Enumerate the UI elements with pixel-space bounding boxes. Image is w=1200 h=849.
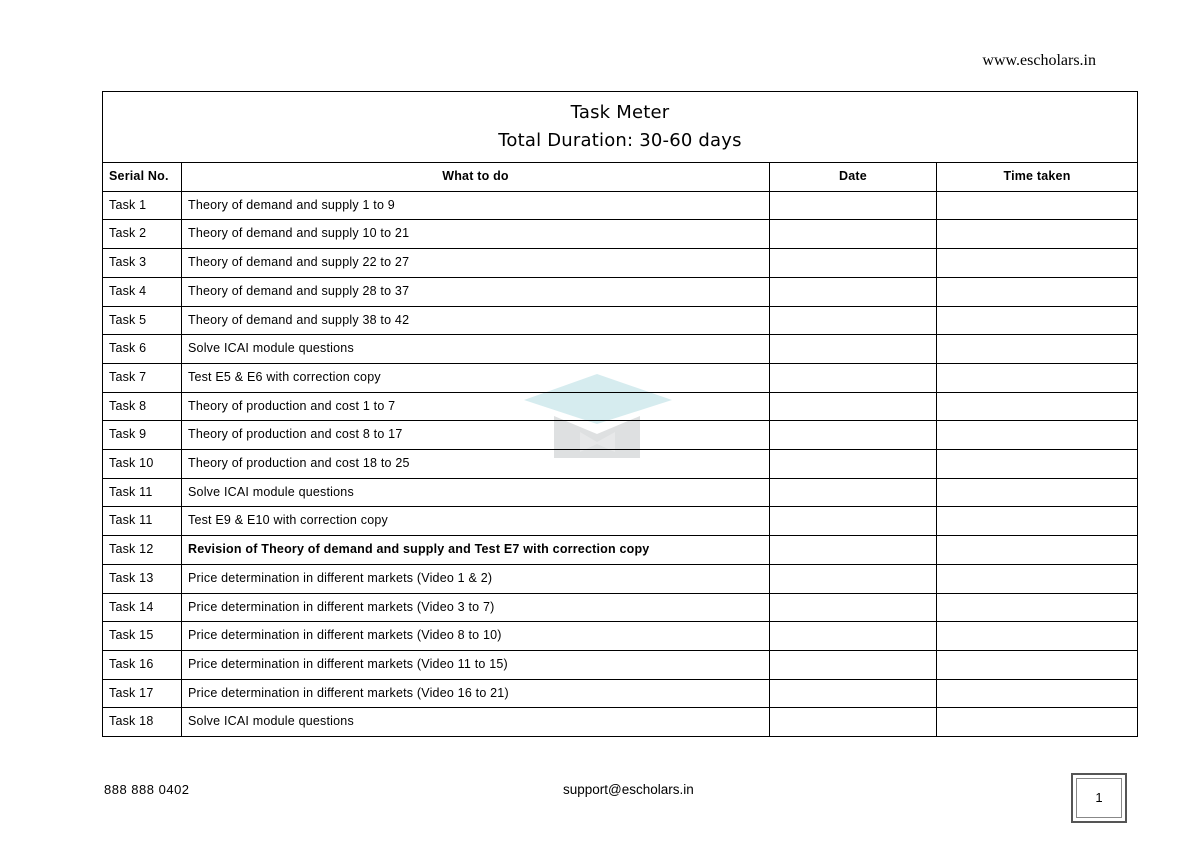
table-row (103, 650, 1138, 679)
task-date-cell[interactable] (770, 392, 937, 421)
task-description-cell: Price determination in different markets (Video 1 & 2) (182, 564, 770, 593)
table-row (103, 622, 1138, 651)
task-description-cell: Price determination in different markets (Video 3 to 7) (182, 593, 770, 622)
task-time-taken-cell[interactable] (937, 249, 1138, 278)
task-date-cell[interactable] (770, 421, 937, 450)
task-date-cell[interactable] (770, 249, 937, 278)
task-serial-cell: Task 14 (103, 593, 182, 622)
task-time-taken-cell[interactable] (937, 191, 1138, 220)
table-row (103, 363, 1138, 392)
column-header-date: Date (770, 163, 937, 192)
task-serial-cell: Task 11 (103, 478, 182, 507)
task-rows (103, 191, 1138, 736)
task-time-taken-cell[interactable] (937, 306, 1138, 335)
table-row (103, 335, 1138, 364)
task-description-cell: Solve ICAI module questions (182, 335, 770, 364)
task-date-cell[interactable] (770, 363, 937, 392)
table-row (103, 306, 1138, 335)
task-date-cell[interactable] (770, 277, 937, 306)
task-description-cell: Theory of demand and supply 28 to 37 (182, 277, 770, 306)
table-row (103, 507, 1138, 536)
table-row (103, 277, 1138, 306)
task-description-cell: Theory of production and cost 8 to 17 (182, 421, 770, 450)
task-description-cell: Price determination in different markets (Video 8 to 10) (182, 622, 770, 651)
task-serial-cell: Task 10 (103, 450, 182, 479)
task-time-taken-cell[interactable] (937, 536, 1138, 565)
task-description-cell: Price determination in different markets (Video 16 to 21) (182, 679, 770, 708)
task-serial-cell: Task 4 (103, 277, 182, 306)
task-meter-table (102, 91, 1138, 737)
column-header-serial: Serial No. (103, 163, 182, 192)
task-serial-cell: Task 12 (103, 536, 182, 565)
task-serial-cell: Task 3 (103, 249, 182, 278)
task-time-taken-cell[interactable] (937, 507, 1138, 536)
page-number: 1 (1071, 773, 1127, 823)
task-description-cell: Test E9 & E10 with correction copy (182, 507, 770, 536)
task-date-cell[interactable] (770, 191, 937, 220)
site-url: www.escholars.in (982, 52, 1096, 69)
task-time-taken-cell[interactable] (937, 277, 1138, 306)
task-date-cell[interactable] (770, 679, 937, 708)
task-time-taken-cell[interactable] (937, 392, 1138, 421)
task-time-taken-cell[interactable] (937, 335, 1138, 364)
task-time-taken-cell[interactable] (937, 679, 1138, 708)
column-header-what-to-do: What to do (182, 163, 770, 192)
task-serial-cell: Task 16 (103, 650, 182, 679)
task-description-cell: Theory of demand and supply 1 to 9 (182, 191, 770, 220)
task-time-taken-cell[interactable] (937, 593, 1138, 622)
table-row (103, 478, 1138, 507)
column-header-time-taken: Time taken (937, 163, 1138, 192)
task-serial-cell: Task 1 (103, 191, 182, 220)
task-description-cell: Test E5 & E6 with correction copy (182, 363, 770, 392)
task-serial-cell: Task 15 (103, 622, 182, 651)
task-time-taken-cell[interactable] (937, 450, 1138, 479)
task-description-cell: Theory of demand and supply 38 to 42 (182, 306, 770, 335)
table-row (103, 191, 1138, 220)
table-row (103, 220, 1138, 249)
task-description-cell: Revision of Theory of demand and supply and Test E7 with correction copy (182, 536, 770, 565)
task-serial-cell: Task 18 (103, 708, 182, 737)
footer-email: support@escholars.in (563, 782, 694, 797)
task-date-cell[interactable] (770, 507, 937, 536)
task-description-cell: Theory of production and cost 1 to 7 (182, 392, 770, 421)
table-title: Task Meter (570, 102, 670, 123)
task-serial-cell: Task 11 (103, 507, 182, 536)
table-subtitle: Total Duration: 30-60 days (498, 130, 742, 151)
task-time-taken-cell[interactable] (937, 421, 1138, 450)
task-time-taken-cell[interactable] (937, 478, 1138, 507)
table-row (103, 564, 1138, 593)
task-time-taken-cell[interactable] (937, 363, 1138, 392)
table-row (103, 679, 1138, 708)
task-date-cell[interactable] (770, 593, 937, 622)
task-date-cell[interactable] (770, 478, 937, 507)
task-description-cell: Theory of demand and supply 10 to 21 (182, 220, 770, 249)
table-row (103, 708, 1138, 737)
task-serial-cell: Task 7 (103, 363, 182, 392)
task-serial-cell: Task 17 (103, 679, 182, 708)
task-serial-cell: Task 8 (103, 392, 182, 421)
task-time-taken-cell[interactable] (937, 564, 1138, 593)
task-date-cell[interactable] (770, 220, 937, 249)
task-description-cell: Price determination in different markets (Video 11 to 15) (182, 650, 770, 679)
task-serial-cell: Task 9 (103, 421, 182, 450)
task-time-taken-cell[interactable] (937, 622, 1138, 651)
task-time-taken-cell[interactable] (937, 220, 1138, 249)
task-date-cell[interactable] (770, 450, 937, 479)
task-description-cell: Solve ICAI module questions (182, 708, 770, 737)
task-date-cell[interactable] (770, 335, 937, 364)
table-row (103, 249, 1138, 278)
table-row (103, 536, 1138, 565)
task-serial-cell: Task 2 (103, 220, 182, 249)
task-date-cell[interactable] (770, 650, 937, 679)
task-description-cell: Theory of demand and supply 22 to 27 (182, 249, 770, 278)
task-description-cell: Solve ICAI module questions (182, 478, 770, 507)
task-description-cell: Theory of production and cost 18 to 25 (182, 450, 770, 479)
task-date-cell[interactable] (770, 708, 937, 737)
table-row (103, 392, 1138, 421)
footer-phone: 888 888 0402 (104, 782, 190, 797)
table-row (103, 450, 1138, 479)
task-serial-cell: Task 6 (103, 335, 182, 364)
task-time-taken-cell[interactable] (937, 650, 1138, 679)
task-serial-cell: Task 5 (103, 306, 182, 335)
task-serial-cell: Task 13 (103, 564, 182, 593)
task-date-cell[interactable] (770, 564, 937, 593)
table-row (103, 593, 1138, 622)
task-date-cell[interactable] (770, 536, 937, 565)
task-date-cell[interactable] (770, 622, 937, 651)
table-row (103, 421, 1138, 450)
task-date-cell[interactable] (770, 306, 937, 335)
table-title-cell (103, 92, 1138, 163)
task-time-taken-cell[interactable] (937, 708, 1138, 737)
